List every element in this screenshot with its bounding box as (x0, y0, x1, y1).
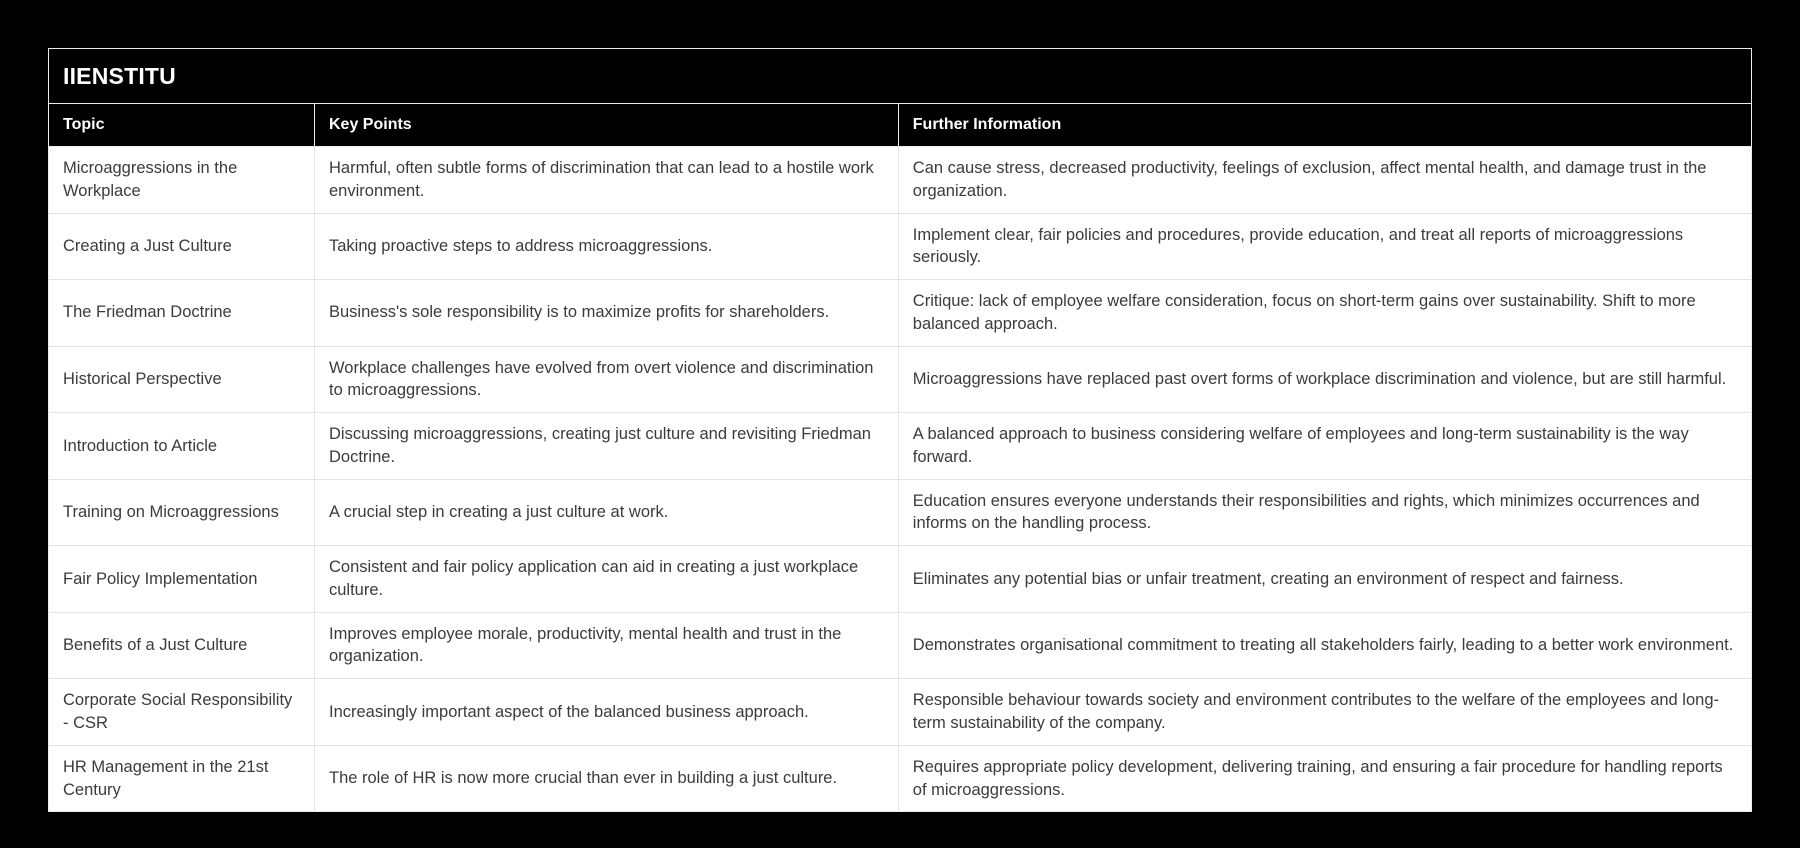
table-cell-further-information: Demonstrates organisational commitment to treating all stakeholders fairly, leading to a better work environment. (898, 612, 1751, 679)
table-cell-key-points: Improves employee morale, productivity, mental health and trust in the organization. (315, 612, 899, 679)
table-cell-key-points: Increasingly important aspect of the balanced business approach. (315, 679, 899, 746)
table-row (49, 612, 1751, 679)
table-cell-topic: Training on Microaggressions (49, 479, 315, 546)
table-cell-topic: Historical Perspective (49, 346, 315, 413)
table-row (49, 413, 1751, 480)
table-cell-key-points: Consistent and fair policy application can aid in creating a just workplace culture. (315, 546, 899, 613)
table-row (49, 546, 1751, 613)
table-cell-further-information: Education ensures everyone understands their responsibilities and rights, which minimizes occurrences and informs on the handling process. (898, 479, 1751, 546)
table-row (49, 213, 1751, 280)
table-cell-topic: The Friedman Doctrine (49, 280, 315, 347)
column-header-key-points: Key Points (315, 104, 899, 147)
table-cell-key-points: Workplace challenges have evolved from overt violence and discrimination to microaggressions. (315, 346, 899, 413)
table-cell-topic: Microaggressions in the Workplace (49, 147, 315, 214)
table-row (49, 679, 1751, 746)
content-card (48, 48, 1752, 812)
table-cell-key-points: Taking proactive steps to address microaggressions. (315, 213, 899, 280)
table-cell-topic: Introduction to Article (49, 413, 315, 480)
table-row (49, 280, 1751, 347)
table-cell-topic: HR Management in the 21st Century (49, 745, 315, 811)
table-row (49, 147, 1751, 214)
table-cell-topic: Benefits of a Just Culture (49, 612, 315, 679)
info-table (49, 104, 1751, 811)
table-cell-further-information: Can cause stress, decreased productivity, feelings of exclusion, affect mental health, and damage trust in the organization. (898, 147, 1751, 214)
table-cell-further-information: Requires appropriate policy development, delivering training, and ensuring a fair procedure for handling reports of microaggressions. (898, 745, 1751, 811)
table-cell-further-information: Microaggressions have replaced past overt forms of workplace discrimination and violence, but are still harmful. (898, 346, 1751, 413)
table-cell-key-points: Discussing microaggressions, creating just culture and revisiting Friedman Doctrine. (315, 413, 899, 480)
table-cell-topic: Corporate Social Responsibility - CSR (49, 679, 315, 746)
table-cell-further-information: Responsible behaviour towards society and environment contributes to the welfare of the employees and long-term sustainability of the company. (898, 679, 1751, 746)
table-cell-further-information: Eliminates any potential bias or unfair treatment, creating an environment of respect and fairness. (898, 546, 1751, 613)
table-cell-key-points: A crucial step in creating a just culture at work. (315, 479, 899, 546)
table-cell-topic: Fair Policy Implementation (49, 546, 315, 613)
table-cell-further-information: Implement clear, fair policies and procedures, provide education, and treat all reports of microaggressions seriously. (898, 213, 1751, 280)
column-header-further-information: Further Information (898, 104, 1751, 147)
table-row (49, 745, 1751, 811)
table-header (49, 104, 1751, 147)
table-cell-key-points: The role of HR is now more crucial than ever in building a just culture. (315, 745, 899, 811)
table-cell-further-information: Critique: lack of employee welfare consideration, focus on short-term gains over sustainability. Shift to more balanced approach. (898, 280, 1751, 347)
column-header-topic: Topic (49, 104, 315, 147)
table-cell-further-information: A balanced approach to business considering welfare of employees and long-term sustainability is the way forward. (898, 413, 1751, 480)
table-body (49, 147, 1751, 812)
table-cell-key-points: Harmful, often subtle forms of discrimination that can lead to a hostile work environment. (315, 147, 899, 214)
table-row (49, 479, 1751, 546)
page-title: IIENSTITU (49, 49, 1751, 104)
table-cell-topic: Creating a Just Culture (49, 213, 315, 280)
table-row (49, 346, 1751, 413)
table-cell-key-points: Business's sole responsibility is to maximize profits for shareholders. (315, 280, 899, 347)
table-header-row (49, 104, 1751, 147)
